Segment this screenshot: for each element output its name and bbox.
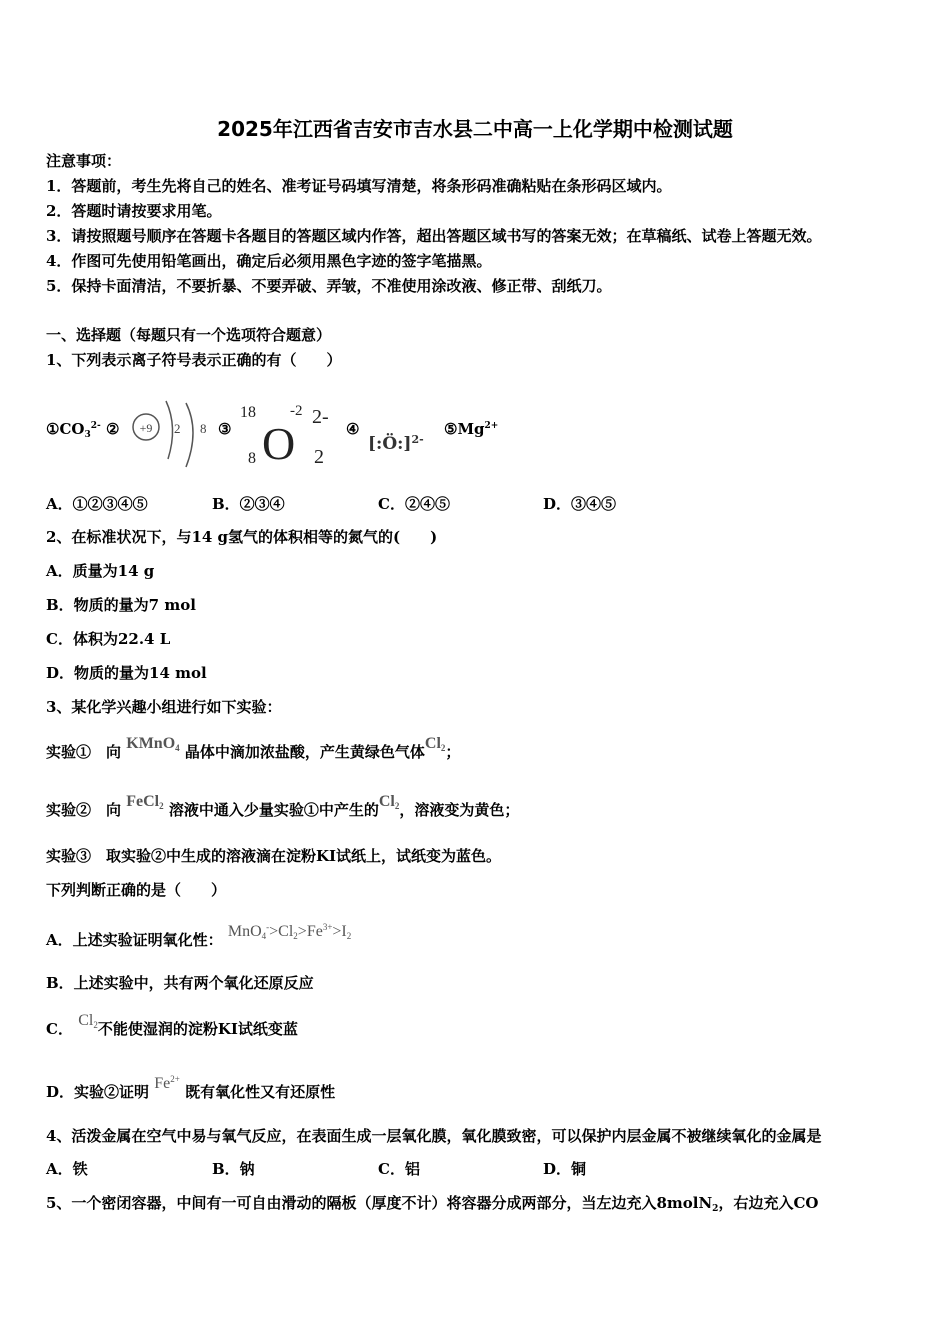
notice-item: 2．答题时请按要求用笔。 <box>46 202 222 220</box>
formula-cl2: $Cl_2$ <box>378 793 400 811</box>
ion-magnesium: $⑤Mg^{2+}$ <box>444 420 499 438</box>
formula-fecl2: FeCl$_2$ <box>126 793 164 811</box>
question-1-figures <box>46 395 526 470</box>
notice-item: 3．请按照题号顺序在答题卡各题目的答题区域内作答，超出答题区域书写的答案无效；在草稿纸、试卷上答题无效。 <box>46 227 822 245</box>
q1-option-a[interactable]: A．①②③④⑤ <box>46 495 148 513</box>
oxidizing-order-formula: $MnO_4^->Cl_2>Fe^{3+}>I_2$ <box>227 922 352 941</box>
ion-charge: 2- <box>312 406 329 428</box>
notice-heading: 注意事项： <box>46 152 122 170</box>
q2-option-d[interactable]: D．物质的量为14 mol <box>46 664 207 682</box>
q4-option-d[interactable]: D．铜 <box>543 1160 587 1178</box>
question-5-stem: 5、一个密闭容器，中间有一可自由滑动的隔板（厚度不计）将容器分成两部分，当左边充入8molN$_2$，右边充入CO <box>46 1194 819 1214</box>
question-1-stem: 1、下列表示离子符号表示正确的有（ ） <box>46 351 342 369</box>
oxide-electron-formula: [:Ö:]$^{2-}$ <box>368 433 424 454</box>
question-2-stem: 2、在标准状况下，与14 g氢气的体积相等的氮气的( ) <box>46 528 438 546</box>
experiment-1: 实验① 向 KMnO$_4$ 晶体中滴加浓盐酸，产生黄绿色气体$Cl_2$； <box>46 735 461 761</box>
q2-option-a[interactable]: A．质量为14 g <box>46 562 155 580</box>
atomic-number: 8 <box>248 450 256 467</box>
question-4-stem: 4、活泼金属在空气中易与氧气反应，在表面生成一层氧化膜，氧化膜致密，可以保护内层金属不被继续氧化的金属是 <box>46 1127 822 1145</box>
atom-structure-diagram <box>124 395 214 470</box>
q3-option-a[interactable]: A．上述实验证明氧化性： $MnO_4^->Cl_2>Fe^{3+}>I_2$ <box>46 922 352 949</box>
q2-option-b[interactable]: B．物质的量为7 mol <box>46 596 196 614</box>
notice-item: 4．作图可先使用铅笔画出，确定后必须用黑色字迹的签字笔描黑。 <box>46 252 492 270</box>
q2-option-c[interactable]: C．体积为22.4 L <box>46 630 171 648</box>
q4-option-b[interactable]: B．钠 <box>212 1160 255 1178</box>
notice-item: 1．答题前，考生先将自己的姓名、准考证号码填写清楚，将条形码准确粘贴在条形码区域内。 <box>46 177 672 195</box>
ion-label-4: ④ <box>346 420 360 438</box>
q3-option-c[interactable]: C． $Cl_2$不能使湿润的淀粉KI试纸变蓝 <box>46 1012 298 1038</box>
q4-option-c[interactable]: C．铝 <box>378 1160 420 1178</box>
ion-carbonate: $①CO_3^{2-}$ <box>46 420 101 440</box>
formula-cl2: $Cl_2$ <box>424 735 446 753</box>
q3-option-d[interactable]: D．实验②证明 $Fe^{2+}$ 既有氧化性又有还原性 <box>46 1074 336 1101</box>
formula-kmno4: KMnO$_4$ <box>126 735 180 753</box>
nucleus-charge: +9 <box>139 421 153 435</box>
peroxide-ion-notation <box>236 395 346 470</box>
q1-option-d[interactable]: D．③④⑤ <box>543 495 617 513</box>
section-heading: 一、选择题（每题只有一个选项符合题意） <box>46 326 332 344</box>
question-3-ask: 下列判断正确的是（ ） <box>46 881 227 899</box>
subscript-count: 2 <box>314 446 324 468</box>
ion-label-2: ② <box>106 420 120 438</box>
question-3-stem: 3、某化学兴趣小组进行如下实验： <box>46 698 282 716</box>
formula-fe2plus: $Fe^{2+}$ <box>154 1074 180 1092</box>
shell-1-electrons: 2 <box>174 421 181 436</box>
page-title: 2025年江西省吉安市吉水县二中高一上化学期中检测试题 <box>217 117 733 141</box>
electron-shell-2 <box>186 403 193 467</box>
q3-option-b[interactable]: B．上述实验中，共有两个氧化还原反应 <box>46 974 314 992</box>
oxygen-symbol: O <box>262 418 296 469</box>
experiment-2: 实验② 向 FeCl$_2$ 溶液中通入少量实验①中产生的$Cl_2$，溶液变为黄色； <box>46 793 520 819</box>
formula-cl2: $Cl_2$ <box>78 1012 98 1030</box>
notice-item: 5．保持卡面清洁，不要折暴、不要弄破、弄皱，不准使用涂改液、修正带、刮纸刀。 <box>46 277 612 295</box>
experiment-3: 实验③ 取实验②中生成的溶液滴在淀粉KI试纸上，试纸变为蓝色。 <box>46 847 502 865</box>
valence: -2 <box>290 403 303 419</box>
q1-option-b[interactable]: B．②③④ <box>212 495 285 513</box>
mass-number: 18 <box>240 404 256 421</box>
shell-2-electrons: 8 <box>200 421 207 436</box>
electron-shell-1 <box>166 401 173 459</box>
q4-option-a[interactable]: A．铁 <box>46 1160 88 1178</box>
q1-option-c[interactable]: C．②④⑤ <box>378 495 450 513</box>
ion-label-3: ③ <box>218 420 232 438</box>
